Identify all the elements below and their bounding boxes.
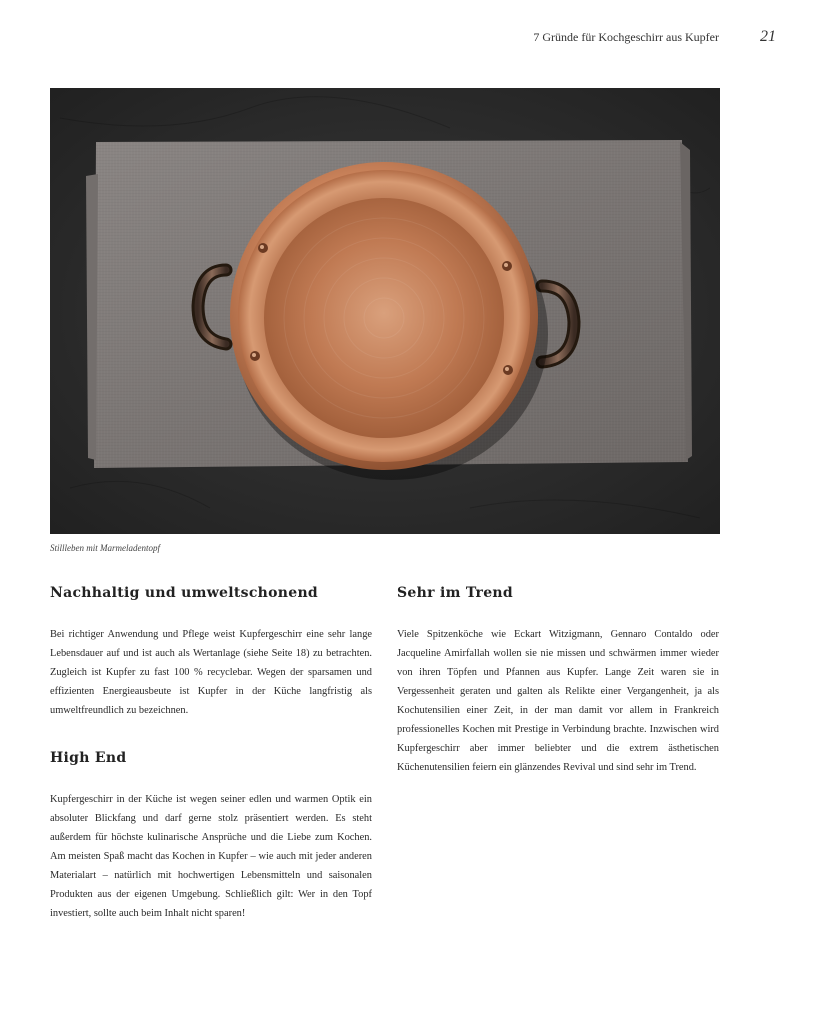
pot-floor	[264, 198, 504, 438]
figure-caption: Stillleben mit Marmeladentopf	[50, 543, 160, 553]
heading-trend: Sehr im Trend	[397, 585, 514, 601]
right-column	[397, 585, 719, 777]
copper-pot-photo	[50, 88, 720, 534]
page-number: 21	[760, 28, 776, 45]
paragraph-trend: Viele Spitzenköche wie Eckart Witzigmann, Gennaro Contaldo oder Jacqueline Amirfallah wollen sie nie missen und schwärmen immer wieder von ihren Töpfen und Pfannen aus Kupfer. Lange Zeit waren sie in Vergessenheit geraten und galten als Relikte einer Vergangenheit, ja als Kochutensilien einer Zeit, in der man damit vor allem in Frankreich professionelles Kochen mit Prestige in Verbindung brachte. Inzwischen wird Kupfergeschirr aber immer beliebter und die extrem ästhetischen Küchenutensilien feiern ein glänzendes Revival und sind sehr im Trend.	[397, 629, 719, 773]
paragraph-nachhaltig: Bei richtiger Anwendung und Pflege weist Kupfergeschirr eine sehr lange Lebensdauer auf und ist auch als Wertanlage (siehe Seite 18) zu betrachten. Zugleich ist Kupfer zu fast 100 % recyclebar. Wegen der sparsamen und effizienten Energieausbeute ist Kupfer in der Küche langfristig als umweltfreundlich zu bezeichnen.	[50, 629, 372, 716]
heading-nachhaltig: Nachhaltig und umweltschonend	[50, 585, 319, 601]
left-column	[50, 585, 372, 923]
running-title: 7 Gründe für Kochgeschirr aus Kupfer	[533, 30, 719, 44]
heading-high-end: High End	[50, 750, 127, 766]
paragraph-high-end: Kupfergeschirr in der Küche ist wegen seiner edlen und warmen Optik ein absoluter Blickfang und darf gerne stolz präsentiert werden. Es steht außerdem für höchste kulinarische Ansprüche und die Liebe zum Kochen. Am meisten Spaß macht das Kochen in Kupfer – wie auch mit jeder anderen Materialart – natürlich mit hochwertigen Lebensmitteln und saisonalen Produkten aus der eigenen Umgebung. Schließlich gilt: Wer in den Topf investiert, sollte auch beim Inhalt nicht sparen!	[50, 794, 372, 919]
